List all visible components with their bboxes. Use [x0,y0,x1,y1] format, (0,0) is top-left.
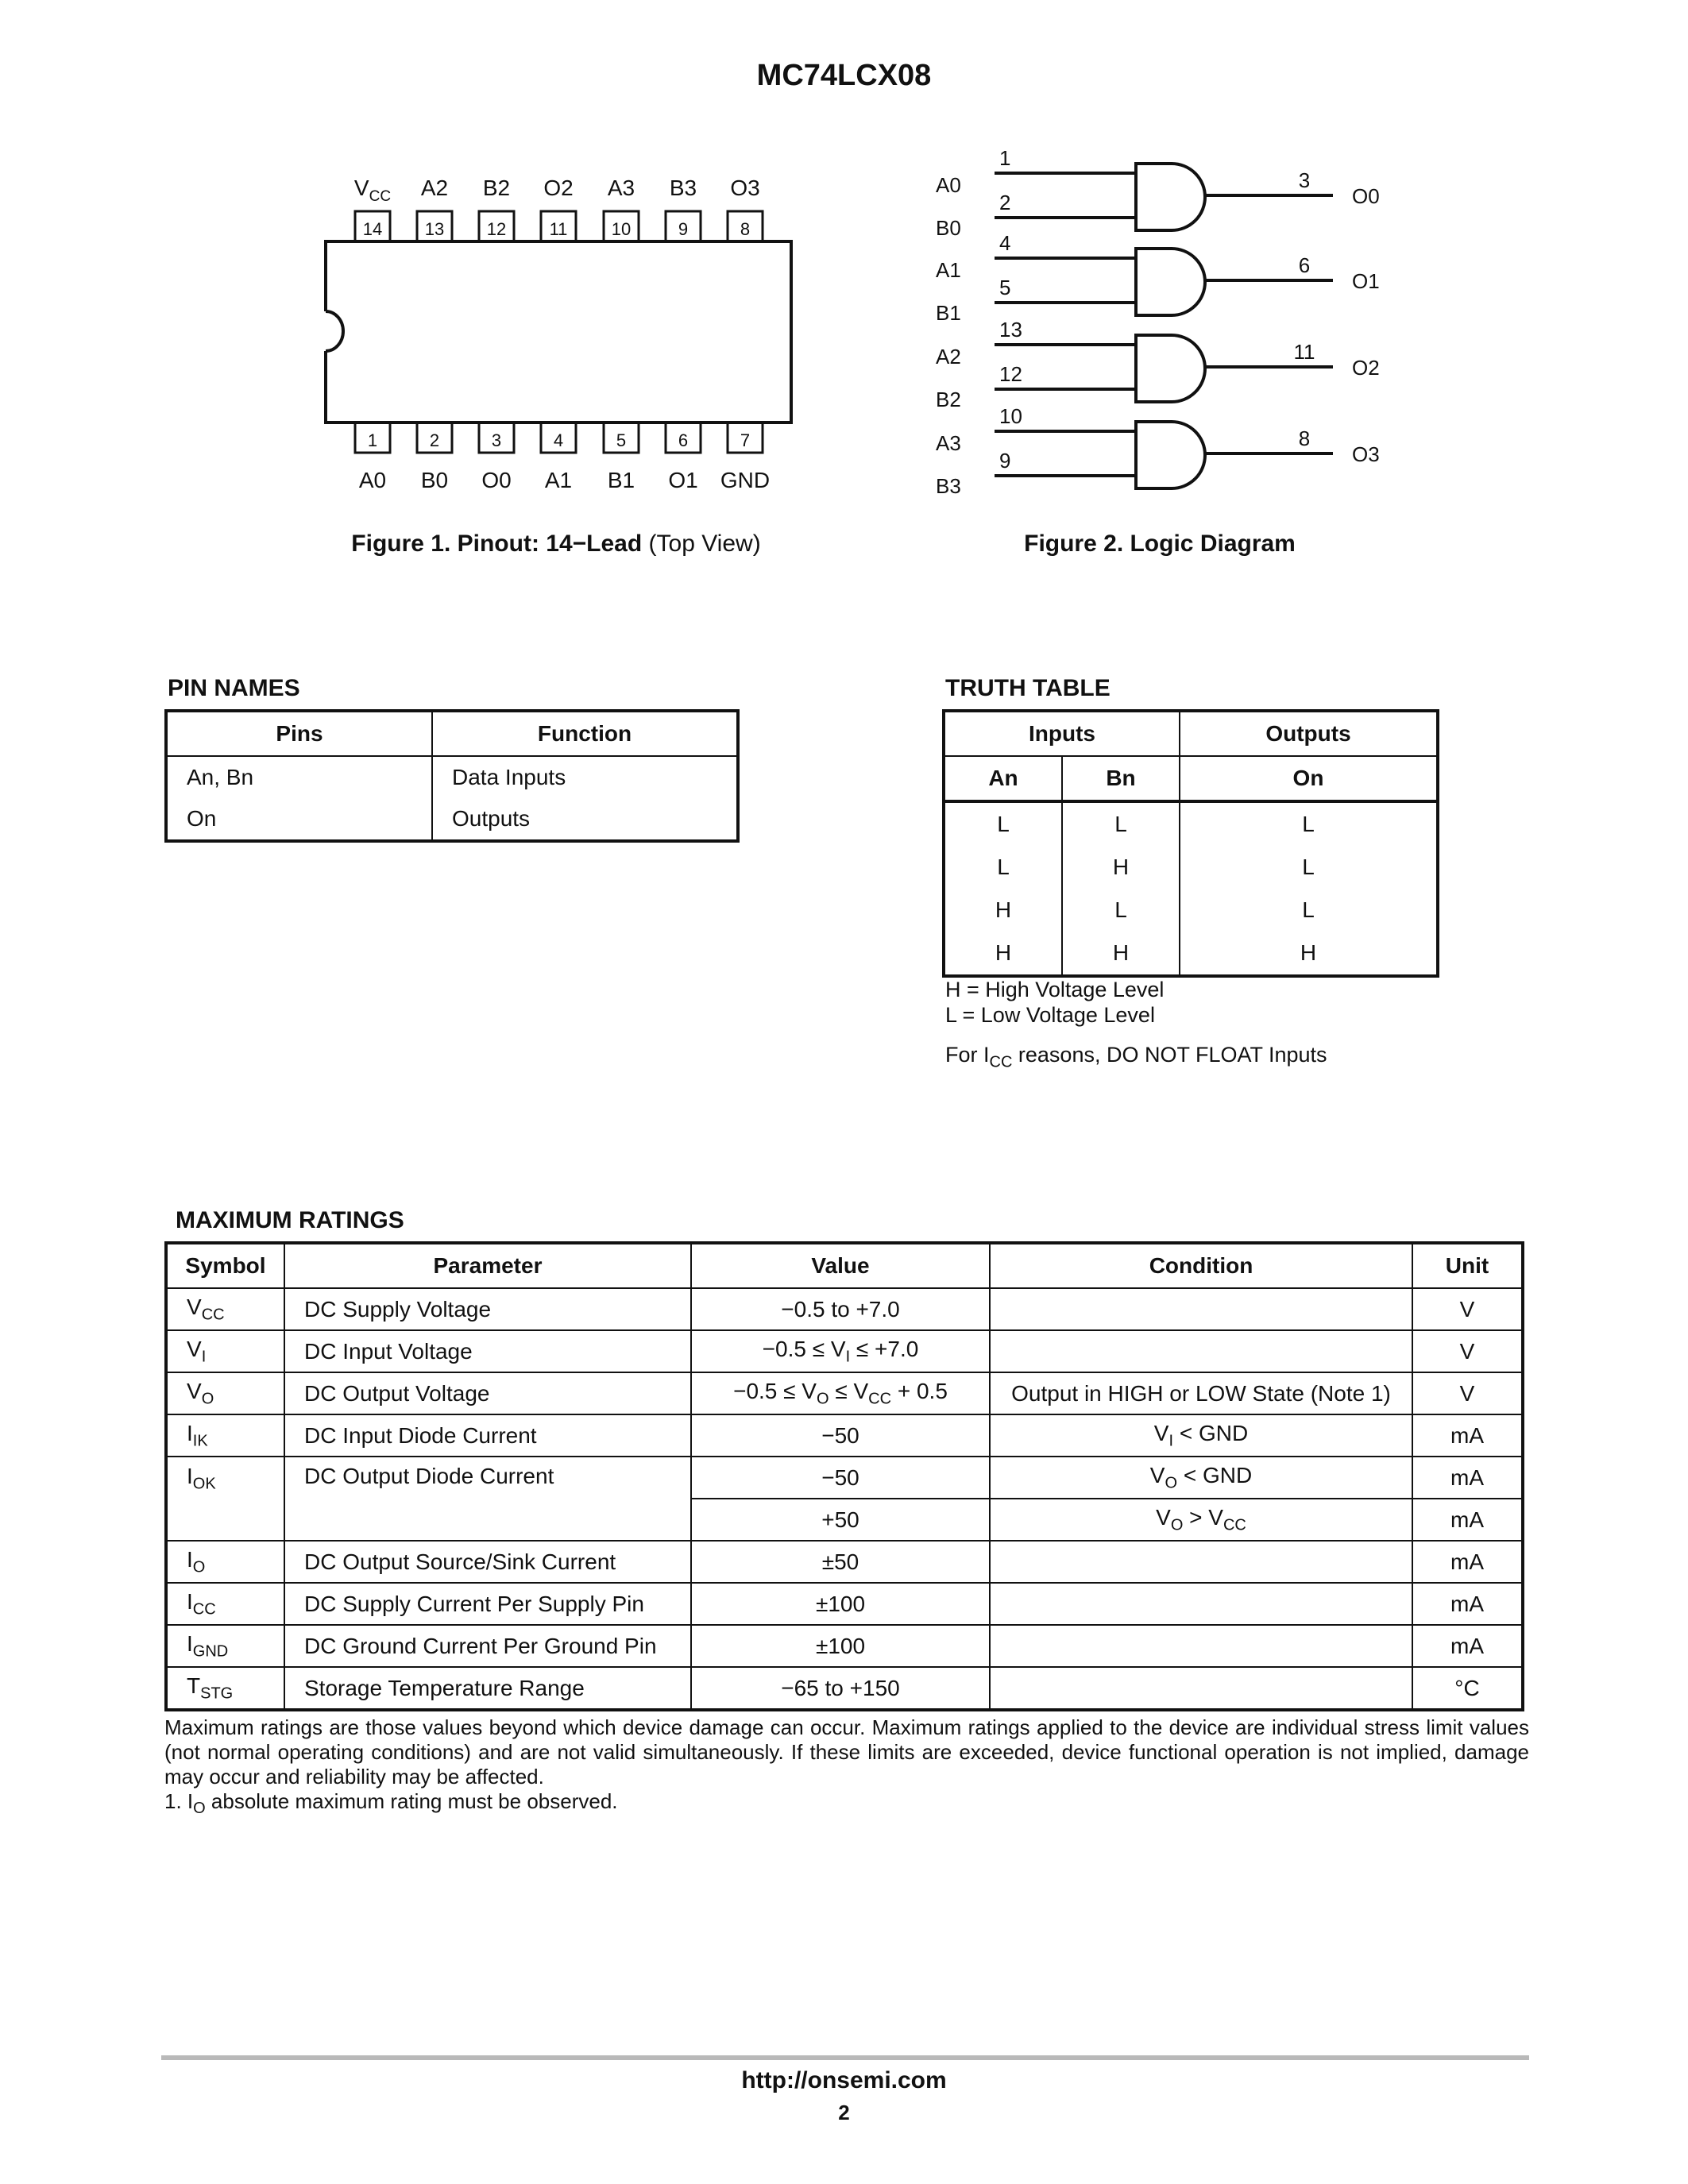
pin-number: 12 [486,219,507,239]
truth-table [942,709,1439,978]
condition-cell [990,1667,1412,1710]
figure-2-caption: Figure 2. Logic Diagram [1024,531,1296,557]
pin-label: B0 [420,468,449,492]
pin-label: O2 [543,176,574,200]
pin-label: A0 [358,468,387,492]
truth-cell: H [944,889,1062,932]
table-row [944,932,1438,976]
value-cell: $-0.5 \le V_O \le V_{CC} + 0.5$ [691,1372,990,1414]
pin-names-cell: On [166,798,432,841]
max-ratings-footnote: Maximum ratings are those values beyond which device damage can occur. Maximum ratings applied to the device are individual stress limit values (not normal operating conditions) and are not valid simultaneously. If these limits are exceeded, device functional operation is not implied, damage may occur and reliability may be affected. [164,1715,1529,1788]
truth-header-inputs: Inputs [944,711,1180,756]
pin-number: 4 [553,430,564,450]
value-cell: $-0.5 \le V_I \le +7.0$ [691,1330,990,1372]
and-gate-symbol [1136,249,1205,315]
page-title: MC74LCX08 [756,59,932,92]
table-row [166,1583,1523,1625]
note-high-level: H = High Voltage Level [945,978,1165,1001]
input-label: B2 [936,388,961,411]
truth-cell: L [1180,801,1438,846]
truth-cell: L [1062,801,1180,846]
parameter-cell: DC Supply Current Per Supply Pin [284,1583,691,1625]
pin-label: B2 [482,176,511,200]
pin-label: O1 [668,468,698,492]
truth-cell: L [1180,846,1438,889]
and-gate-symbol [1136,422,1205,488]
value-cell: +50 [691,1499,990,1541]
table-row [166,1330,1523,1372]
condition-cell [990,1583,1412,1625]
pin-label: A2 [420,176,449,200]
pin-label: $V_{CC}$ [353,176,392,205]
pin-number: 1 [367,430,378,450]
truth-subheader-on: On [1180,756,1438,801]
and-gate-symbol [1136,164,1205,230]
output-label: O3 [1352,442,1380,466]
pin-names-heading: PIN NAMES [168,675,300,701]
condition-cell [990,1625,1412,1667]
and-gate-1 [936,231,1380,325]
input-label: B1 [936,301,961,325]
pin-number: 5 [616,430,627,450]
input-label: B3 [936,474,961,498]
value-cell: −65 to +150 [691,1667,990,1710]
unit-cell: mA [1412,1457,1523,1499]
pin-number: 3 [1298,168,1311,192]
unit-cell: mA [1412,1414,1523,1457]
table-row [166,1625,1523,1667]
and-gate-0 [936,146,1380,240]
pin-names-header-pins: Pins [166,711,432,756]
symbol-cell: $I_O$ [166,1541,284,1583]
unit-cell: mA [1412,1499,1523,1541]
condition-cell [990,1288,1412,1330]
max-header-unit: Unit [1412,1243,1523,1288]
max-header-symbol: Symbol [166,1243,284,1288]
pin-number: 13 [999,318,1022,341]
pin-number: 6 [1298,253,1311,277]
max-header-condition: Condition [990,1243,1412,1288]
table-row [166,1667,1523,1710]
and-gate-2 [936,318,1380,411]
logic-diagram [874,0,1688,572]
truth-cell: H [944,932,1062,976]
condition-cell: Output in HIGH or LOW State (Note 1) [990,1372,1412,1414]
pin-names-table [164,709,740,843]
unit-cell: V [1412,1288,1523,1330]
table-row [944,889,1438,932]
value-cell: −50 [691,1414,990,1457]
ic-package-body [326,241,791,423]
pin-number: 4 [999,231,1011,255]
unit-cell: V [1412,1330,1523,1372]
value-cell: ±50 [691,1541,990,1583]
pin-number: 11 [1293,340,1315,364]
pin-number: 6 [678,430,689,450]
truth-cell: L [1062,889,1180,932]
input-label: A3 [936,431,961,455]
figure-1-caption: Figure 1. Pinout: 14−Lead (Top View) [351,531,761,557]
ic-notch [326,311,343,351]
table-row [166,1414,1523,1457]
condition-cell [990,1541,1412,1583]
condition-cell [990,1330,1412,1372]
symbol-cell: $T_{STG}$ [166,1667,284,1710]
unit-cell: mA [1412,1541,1523,1583]
symbol-cell: $I_{GND}$ [166,1625,284,1667]
truth-cell: H [1062,932,1180,976]
pin-number: 9 [678,219,689,239]
value-cell: −0.5 to +7.0 [691,1288,990,1330]
unit-cell: V [1412,1372,1523,1414]
pin-number: 9 [999,449,1011,473]
footer-divider [161,2055,1529,2060]
truth-cell: L [944,801,1062,846]
pin-label: B1 [607,468,635,492]
symbol-cell: $I_{CC}$ [166,1583,284,1625]
pin-number: 12 [999,362,1022,386]
parameter-cell: DC Output Voltage [284,1372,691,1414]
pin-number: 2 [999,191,1011,214]
pin-number: 2 [429,430,440,450]
unit-cell: °C [1412,1667,1523,1710]
pin-label: A1 [544,468,573,492]
table-row [166,1288,1523,1330]
pin-label: O0 [481,468,512,492]
input-label: A2 [936,345,961,369]
parameter-cell: DC Supply Voltage [284,1288,691,1330]
note-low-level: L = Low Voltage Level [945,1003,1155,1027]
truth-cell: H [1062,846,1180,889]
input-label: A1 [936,258,961,282]
condition-cell: $V_I$ < GND [990,1414,1412,1457]
truth-subheader-bn: Bn [1062,756,1180,801]
pin-number: 13 [424,219,445,239]
pin-names-cell: Data Inputs [432,756,738,798]
pin-number: 8 [1298,426,1311,450]
truth-cell: H [1180,932,1438,976]
truth-table-notes [945,977,1327,1075]
parameter-cell: DC Output Diode Current [284,1457,691,1541]
max-ratings-table [164,1241,1524,1711]
output-label: O2 [1352,356,1380,380]
pin-number: 11 [549,219,568,239]
value-cell: −50 [691,1457,990,1499]
pin-number: 10 [611,219,632,239]
parameter-cell: DC Input Voltage [284,1330,691,1372]
table-row [166,1541,1523,1583]
pin-number: 7 [740,430,751,450]
unit-cell: mA [1412,1583,1523,1625]
pin-number: 1 [999,146,1011,170]
pinout-diagram [0,0,874,572]
value-cell: ±100 [691,1625,990,1667]
truth-subheader-an: An [944,756,1062,801]
condition-cell: $V_O$ < GND [990,1457,1412,1499]
pin-number: 5 [999,276,1011,299]
symbol-cell: $V_{CC}$ [166,1288,284,1330]
pin-number: 3 [491,430,502,450]
table-row [944,801,1438,846]
symbol-cell: $I_{OK}$ [166,1457,284,1541]
truth-cell: L [944,846,1062,889]
unit-cell: mA [1412,1625,1523,1667]
pin-label: B3 [669,176,697,200]
pin-names-cell: Outputs [432,798,738,841]
output-label: O0 [1352,184,1380,208]
truth-header-outputs: Outputs [1180,711,1438,756]
max-ratings-heading: MAXIMUM RATINGS [176,1207,404,1233]
pin-names-header-function: Function [432,711,738,756]
input-label: A0 [936,173,961,197]
pin-names-cell: An, Bn [166,756,432,798]
output-label: O1 [1352,269,1380,293]
footer-url: http://onsemi.com [741,2067,947,2093]
input-label: B0 [936,216,961,240]
truth-cell: L [1180,889,1438,932]
pin-number: 14 [362,219,383,239]
symbol-cell: $V_O$ [166,1372,284,1414]
symbol-cell: $I_{IK}$ [166,1414,284,1457]
note-do-not-float: For $I_{CC}$ reasons, DO NOT FLOAT Inputs [945,1043,1327,1071]
table-row [944,846,1438,889]
pin-number: 8 [740,219,751,239]
parameter-cell: Storage Temperature Range [284,1667,691,1710]
and-gate-symbol [1136,335,1205,402]
condition-cell: $V_O > V_{CC}$ [990,1499,1412,1541]
pin-label: O3 [730,176,760,200]
max-header-value: Value [691,1243,990,1288]
table-row [166,1457,1523,1499]
parameter-cell: DC Input Diode Current [284,1414,691,1457]
and-gate-3 [936,404,1380,498]
truth-table-heading: TRUTH TABLE [945,675,1111,701]
page-number: 2 [838,2101,850,2124]
note-1: 1. $I_O$ absolute maximum rating must be observed. [164,1789,618,1818]
pin-label: A3 [607,176,635,200]
max-header-parameter: Parameter [284,1243,691,1288]
pin-label: GND [720,468,771,492]
table-row [166,1372,1523,1414]
value-cell: ±100 [691,1583,990,1625]
pin-number: 10 [999,404,1022,428]
parameter-cell: DC Output Source/Sink Current [284,1541,691,1583]
symbol-cell: $V_I$ [166,1330,284,1372]
parameter-cell: DC Ground Current Per Ground Pin [284,1625,691,1667]
